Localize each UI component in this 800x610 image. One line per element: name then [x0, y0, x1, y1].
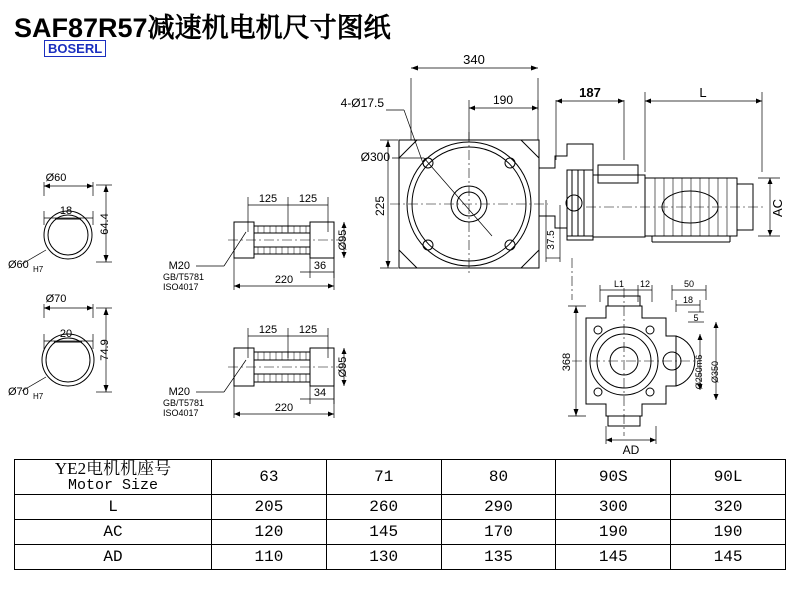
- table-row: [15, 494, 786, 519]
- label-key1-m20: M20: [168, 260, 190, 272]
- label-5: 5: [693, 313, 699, 323]
- cell-L-80: 290: [441, 494, 556, 519]
- table-header-size-1: 71: [326, 460, 441, 495]
- label-368: 368: [561, 352, 573, 372]
- brand-logo: BOSERL: [44, 40, 106, 57]
- label-L1: L1: [613, 279, 625, 289]
- label-key1-std2: ISO4017: [163, 282, 199, 292]
- cell-AD-71: 130: [326, 544, 441, 569]
- table-header-label-en: Motor Size: [67, 476, 158, 494]
- table-header-size-0: 63: [212, 460, 327, 495]
- table-row: [15, 544, 786, 569]
- table-header-size-3: 90S: [556, 460, 671, 495]
- label-12: 12: [639, 279, 651, 289]
- cell-AD-90S: 145: [556, 544, 671, 569]
- table-header-row: [15, 460, 786, 495]
- row-label-AD: AD: [15, 544, 212, 569]
- row-label-L: L: [15, 494, 212, 519]
- table-header-size-2: 80: [441, 460, 556, 495]
- label-shaft2-20: 20: [59, 328, 73, 340]
- cell-AC-71: 145: [326, 519, 441, 544]
- label-key2-34: 34: [313, 387, 327, 399]
- label-o300: Ø300: [360, 150, 390, 164]
- cell-AC-90S: 190: [556, 519, 671, 544]
- label-50: 50: [683, 279, 695, 289]
- label-187: 187: [579, 85, 601, 100]
- label-AC: AC: [770, 198, 785, 218]
- label-o350: Ø350: [710, 360, 720, 384]
- cell-L-71: 260: [326, 494, 441, 519]
- cell-AD-80: 135: [441, 544, 556, 569]
- cell-L-90S: 300: [556, 494, 671, 519]
- label-key1-o95: Ø95: [337, 229, 349, 251]
- cell-AC-63: 120: [212, 519, 327, 544]
- label-key1-125a: 125: [258, 193, 278, 205]
- motor-size-table: [14, 459, 786, 570]
- label-190: 190: [492, 93, 514, 107]
- label-key2-o95: Ø95: [337, 356, 349, 378]
- cell-AD-90L: 145: [671, 544, 786, 569]
- label-key1-125b: 125: [298, 193, 318, 205]
- table-row: [15, 519, 786, 544]
- label-340: 340: [463, 52, 485, 67]
- cell-AD-63: 110: [212, 544, 327, 569]
- table-header-size-4: 90L: [671, 460, 786, 495]
- label-key2-std1: GB/T5781: [163, 398, 205, 408]
- label-o250m6: Ø250m6: [694, 354, 704, 390]
- label-18: 18: [682, 295, 694, 305]
- cell-AC-80: 170: [441, 519, 556, 544]
- label-37-5: 37.5: [546, 230, 557, 250]
- label-4-holes: 4-Ø17.5: [340, 96, 384, 110]
- table-header-label: [15, 460, 212, 495]
- label-shaft1-dia: Ø60: [45, 172, 67, 184]
- label-key2-std2: ISO4017: [163, 408, 199, 418]
- label-key2-125b: 125: [298, 324, 318, 336]
- row-label-AC: AC: [15, 519, 212, 544]
- label-shaft2-74-9: 74.9: [99, 339, 111, 361]
- page-title: SAF87R57减速机电机尺寸图纸: [14, 13, 391, 43]
- label-key1-36: 36: [313, 260, 327, 272]
- label-key1-std1: GB/T5781: [163, 272, 205, 282]
- label-shaft2-dia: Ø70: [45, 293, 67, 305]
- cell-AC-90L: 190: [671, 519, 786, 544]
- label-225: 225: [373, 195, 387, 217]
- label-L: L: [699, 85, 707, 100]
- table-header-label-cn: YE2电机机座号: [54, 459, 172, 478]
- label-shaft2-bore: Ø70: [8, 386, 29, 398]
- label-key2-125a: 125: [258, 324, 278, 336]
- label-shaft1-bore: Ø60: [8, 259, 29, 271]
- label-shaft1-bore-tol: H7: [33, 265, 44, 274]
- label-AD: AD: [622, 443, 640, 457]
- label-key2-m20: M20: [168, 386, 190, 398]
- label-shaft1-18: 18: [59, 205, 73, 217]
- label-key1-220: 220: [274, 274, 294, 286]
- cell-L-90L: 320: [671, 494, 786, 519]
- label-shaft1-64-4: 64.4: [99, 213, 111, 235]
- label-shaft2-bore-tol: H7: [33, 392, 44, 401]
- label-key2-220: 220: [274, 402, 294, 414]
- cell-L-63: 205: [212, 494, 327, 519]
